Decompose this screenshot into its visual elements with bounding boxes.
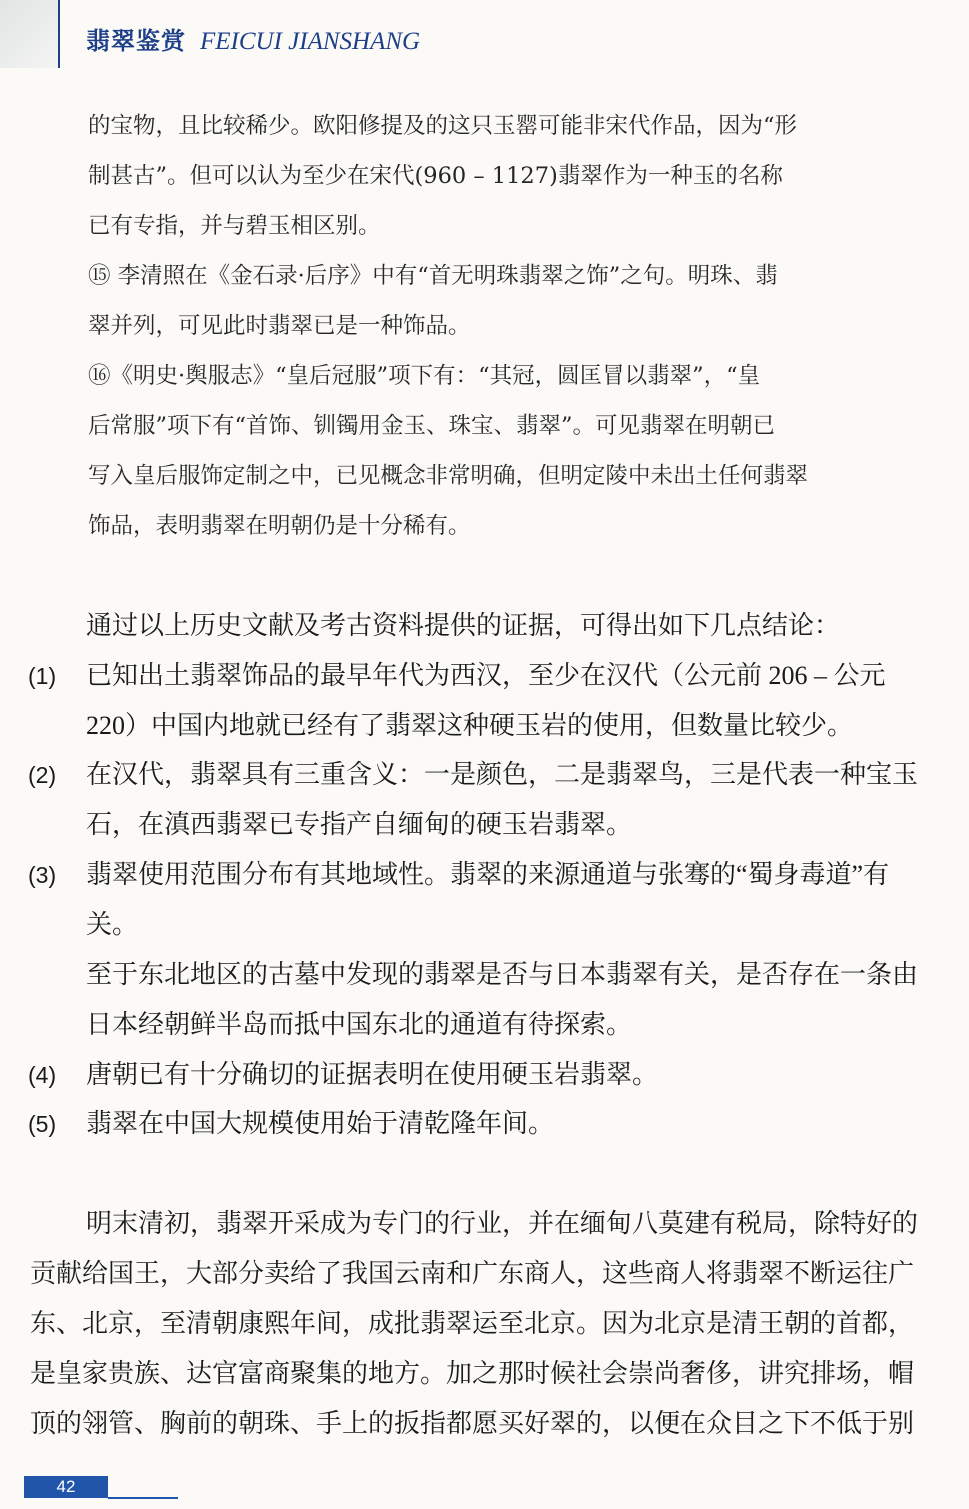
footnote-line: 翠并列，可见此时翡翠已是一种饰品。 [88,313,471,339]
footer-rule [108,1497,178,1499]
list-marker: (1) [28,663,57,689]
paragraph-line: 东、北京，至清朝康熙年间，成批翡翠运至北京。因为北京是清王朝的首都， [30,1309,915,1338]
list-marker: (2) [28,762,57,788]
paragraph-line: 是皇家贵族、达官富商聚集的地方。加之那时候社会崇尚奢侈，讲究排场，帽 [30,1359,915,1388]
list-item-text: 至于东北地区的古墓中发现的翡翠是否与日本翡翠有关，是否存在一条由 [86,960,919,989]
footnote-line: 制甚古”。但可以认为至少在宋代(960 – 1127)翡翠作为一种玉的名称 [88,163,783,189]
list-item-text: 在汉代，翡翠具有三重含义：一是颜色，二是翡翠鸟，三是代表一种宝玉 [86,760,919,789]
list-item-text: 关。 [86,910,139,939]
paragraph-line: 顶的翎管、胸前的朝珠、手上的扳指都愿买好翠的，以便在众目之下不低于别 [30,1409,915,1438]
list-item-text: 翡翠使用范围分布有其地域性。翡翠的来源通道与张骞的“蜀身毒道”有 [86,860,890,889]
footnote-line: 饰品，表明翡翠在明朝仍是十分稀有。 [88,513,471,539]
list-item-text: 已知出土翡翠饰品的最早年代为西汉，至少在汉代（公元前 206 – 公元 [86,661,886,690]
book-title-chinese: 翡翠鉴赏 [86,27,186,55]
list-item-text: 220）中国内地就已经有了翡翠这种硬玉岩的使用，但数量比较少。 [86,711,854,740]
footnote-line: 后常服”项下有“首饰、钏镯用金玉、珠宝、翡翠”。可见翡翠在明朝已 [88,413,776,439]
list-marker: (4) [28,1062,57,1088]
list-item-text: 翡翠在中国大规模使用始于清乾隆年间。 [86,1109,555,1138]
footnote-line: 写入皇后服饰定制之中，已见概念非常明确，但明定陵中未出土任何翡翠 [88,463,809,489]
footnote-line: 的宝物，且比较稀少。欧阳修提及的这只玉罂可能非宋代作品，因为“形 [88,113,798,139]
running-header [86,24,420,58]
conclusions-intro: 通过以上历史文献及考古资料提供的证据，可得出如下几点结论： [86,611,841,640]
list-item-text: 唐朝已有十分确切的证据表明在使用硬玉岩翡翠。 [86,1060,659,1089]
book-title-pinyin: FEICUI JIANSHANG [200,28,421,55]
list-marker: (5) [28,1111,57,1137]
paragraph-line: 贡献给国王，大部分卖给了我国云南和广东商人，这些商人将翡翠不断运往广 [30,1259,915,1288]
footnote-15: ⑮ 李清照在《金石录·后序》中有“首无明珠翡翠之饰”之句。明珠、翡 [88,263,778,289]
page-number: 42 [24,1476,108,1498]
header-divider [58,0,60,68]
list-item-text: 石，在滇西翡翠已专指产自缅甸的硬玉岩翡翠。 [86,810,633,839]
list-item-text: 日本经朝鲜半岛而抵中国东北的通道有待探索。 [86,1010,633,1039]
paragraph-line: 明末清初，翡翠开采成为专门的行业，并在缅甸八莫建有税局，除特好的 [86,1209,919,1238]
footnote-line: 已有专指，并与碧玉相区别。 [88,213,381,239]
footnote-16: ⑯《明史·舆服志》“皇后冠服”项下有：“其冠，圆匡冒以翡翠”，“皇 [88,363,761,389]
list-marker: (3) [28,862,57,888]
header-corner-shade [0,0,58,68]
